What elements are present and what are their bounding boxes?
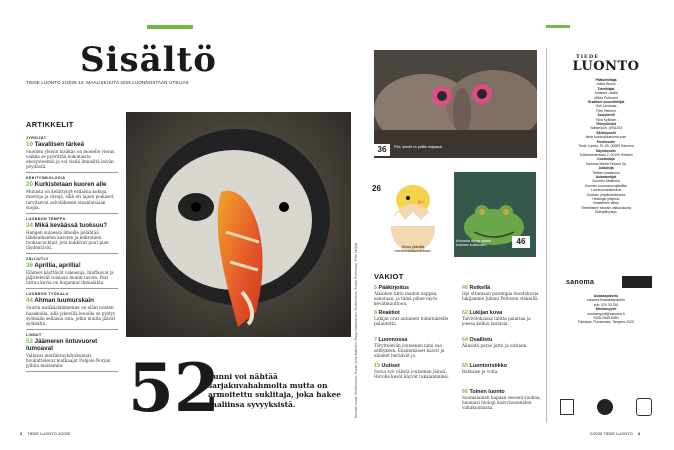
certification-icons (560, 399, 652, 415)
masthead-line: Toimittajat (597, 86, 615, 91)
sanoma-logo: sanoma (566, 279, 595, 286)
badge-46: 46 (512, 236, 530, 248)
footer-right-text: 2/2025 TIEDE LUONTO (590, 431, 633, 436)
masthead-line: Käyntiosoite (595, 148, 617, 153)
vakiot-item (462, 389, 542, 410)
masthead-line: mediamyynti@sanoma.fi (587, 311, 625, 316)
vakiot-page-number: 8 (374, 310, 377, 316)
vakiot-body: Sorsa syö välistä joutsenen jäinsä. Hirville kesät käyvät tukalammiksi. (374, 369, 450, 379)
masthead-line: Sanoma Media Finland Oy (585, 161, 627, 166)
ecolabel-icon (636, 398, 652, 416)
articles-list (26, 133, 118, 372)
vakiot-page-number: 62 (462, 310, 468, 316)
masthead-line: Helsingin yliopisto (592, 196, 620, 201)
vakiot-title: Luonnossa (378, 337, 408, 343)
article-page-number: 20 (26, 181, 33, 189)
article-divider (26, 329, 118, 330)
vakiot-item (374, 310, 454, 326)
article-divider (26, 172, 118, 173)
masthead-line: ISSN 2669-8080 (593, 316, 619, 321)
masthead-line: Suomen ympäristökeskus (586, 192, 626, 197)
article-title: Kurkistetaan kuoren alle (34, 181, 107, 189)
vakiot-title: Lukijan kuva (469, 310, 503, 316)
article-body: Suurin nisäkäslämmenne on eläin toisten haaskoilla, sillä jykevillä leuoilla se pystyy syömään sellaisia osia, jotka muilta jäävät syömättä. (26, 305, 116, 326)
article-item (26, 292, 118, 329)
feature-big-number: 52 (128, 349, 220, 427)
masthead-line: Eläinpäivystys (595, 210, 617, 215)
article-category: JYRSIJÄT (26, 136, 47, 140)
footer-right-num: 3 (637, 431, 641, 436)
vakiot-title: Pääkirjoitus (378, 285, 410, 291)
footer-right (590, 431, 640, 436)
article-page-number: 44 (26, 297, 33, 305)
masthead-line: Asiantuntijat (595, 174, 617, 179)
masthead-line: Tiede Luonto, PL 69, 00089 Sanoma (578, 144, 634, 149)
vakiot-item (374, 363, 454, 379)
vakiot-title: Uutiset (381, 363, 400, 369)
footer-left-num: 2 (20, 431, 23, 436)
masthead-divider (546, 48, 547, 423)
logo-top: TIEDE (576, 54, 600, 60)
sanoma-stamp (622, 276, 652, 288)
article-body: Munista on kehittynyt erilaisia kokoja, muotoja ja värejä, sillä eri lajien poikaset tarvitsevat selvitäkseen omanlaisiaan suojia. (26, 189, 114, 210)
recycle-icon (560, 399, 574, 415)
page-title: Sisältö (80, 40, 217, 80)
masthead-line: Kustantaja (597, 157, 615, 162)
logo-bottom: LUONTO (572, 59, 640, 74)
vakiot-page-number: 64 (462, 337, 468, 343)
footer-left (20, 431, 70, 436)
article-category: LUONNON TYÖKALU (26, 292, 69, 297)
badge-36: 36 (374, 144, 390, 156)
vakiot-header: VAKIOT (374, 272, 404, 281)
vakiot-body: Töryttelevän joutsenen nimi saa selityksen. Ensimmäiset kasvit ja eläimet heräävät jo. (374, 343, 445, 358)
vakiot-list (374, 285, 544, 425)
masthead-line: Postiosoite (596, 139, 616, 144)
vakiot-page-number: 5 (374, 285, 377, 291)
badge-26: 26 (372, 184, 381, 193)
vakiot-body: Opi ottamaan parempia luontokuvia lukijamme Juhani Peltosen vinkeillä. (462, 291, 539, 301)
article-item (26, 333, 118, 372)
masthead-logo (560, 52, 652, 72)
article-item (26, 176, 118, 213)
article-heading (26, 297, 118, 304)
masthead-line: Mediamyynti (595, 307, 617, 312)
masthead-line: Johanna Juntila (594, 91, 618, 96)
vakiot-body: Ratkaise ja voita. (462, 369, 499, 374)
puffin-caption: Lunni voi nähtää sarjakuvahahmolta mutta on armoitettu suklitaja, joka hakee saaliinsa syvyyksistä. (208, 372, 341, 409)
article-divider (26, 288, 118, 289)
masthead-line: Suomen Akatemia (592, 179, 620, 184)
articles-header: ARTIKKELIT (26, 120, 74, 129)
vakiot-item (462, 285, 542, 301)
article-category: LUONNON TEMPPU (26, 216, 66, 221)
vakiot-item (374, 285, 454, 306)
masthead-line: tiede.luonto@sanoma.com (585, 135, 627, 140)
masthead-line: Luonnonvarakeskus (590, 188, 622, 193)
masthead-line: Outi Linsimaa (595, 104, 617, 109)
masthead-line: Tiina Kylliinen (595, 117, 617, 122)
masthead-line: Painatus: Punamusta, Tampere 2025 (578, 320, 634, 325)
article-title: Ahman luumurskain (34, 297, 94, 305)
vakiot-page-number: 7 (374, 337, 377, 343)
masthead-line: Toölönlahdenkatu 2, 00100 Helsinki (579, 152, 633, 157)
article-title: Tavallisen tärkeä (34, 141, 85, 148)
masthead-line: puh. 020 33 330 (593, 302, 619, 307)
article-heading (26, 181, 118, 188)
article-title: Aprillia, aprillia! (34, 262, 81, 270)
masthead-line: Mikko Puttonen (594, 95, 618, 100)
vakiot-title: Reaktiot (378, 310, 400, 316)
article-heading (26, 222, 118, 229)
article-category: ZÄLIJUTLY (26, 257, 49, 262)
article-item (26, 136, 118, 173)
article-body: Eläimet käyttävät valeasuja, bluffaavat ja jäljittelevät toisiaan monin tavoin. Pari tuttua kuvia on huijannut ihmisiäkin. (26, 270, 114, 286)
masthead-bottom (560, 294, 652, 325)
vakiot-title: Luontoristikko (469, 363, 507, 369)
article-divider (26, 371, 118, 372)
masthead-line: Julkaisija (598, 166, 614, 171)
masthead-line: Jukka Ruuko (596, 82, 616, 87)
masthead-line: sanoma.fi/asiakaspalvelu (587, 298, 625, 303)
vakiot-body: Äänestä paras juttu ja uutinen. (462, 343, 528, 348)
masthead-line: Asiakaspalvelu (593, 294, 619, 298)
article-page-number: 34 (26, 221, 33, 229)
footer-left-text: TIEDE LUONTO 2/2025 (27, 431, 71, 436)
issue-line: TIEDE LUONTO 2/2025 12. MAALISKUUTA 2025 LUONNOSTAAN UTELIAS (26, 80, 189, 85)
article-body: Valtavat merilintuyhdyskunnat houkuttelevat matkaajat Pohjois-Norjan jylhiin maisemiin. (26, 352, 111, 368)
masthead-line: Päätoimittaja (595, 78, 617, 82)
masthead-line: Tieteellisten seurain valtuuskunta (580, 205, 631, 210)
masthead-line: Petri Rekhen (596, 108, 616, 113)
article-page-number: 36 (26, 262, 33, 270)
article-item (26, 217, 118, 254)
article-title: Mikä keväässä tuoksuu? (34, 221, 108, 229)
photo-credits: Kansien kuvat: Shutterstock, Kuvat: Juha Mäkinen, Maija Hakkarainen, Shutterstock, Juhani Pettersson, Petri Niittylä (354, 242, 358, 418)
masthead-line: Suomen luonnonsuojeluliitto (584, 183, 628, 188)
masthead-line: Graafiset suunnittelijat (587, 100, 625, 105)
vakiot-body: Lukijat ovat antaneet toimitukselle palautetta. (374, 316, 449, 326)
vakiot-title: Retkellä (469, 285, 491, 291)
article-body: Hangen sulaessa ilmoille pölähtää lähdeaineiden kasvien ja mikrobien tuoksucocktail, jota kukkivat puut pian täydentävät. (26, 229, 109, 251)
vakiot-item (462, 310, 542, 326)
vakiot-page-number: 66 (462, 389, 468, 395)
masthead-line: Yhteystiedot (595, 122, 617, 127)
vakiot-page-number: 65 (462, 363, 468, 369)
vakiot-page-number: 46 (462, 285, 468, 291)
masthead-line: Assistentti (597, 113, 615, 118)
article-item (26, 257, 118, 289)
moth-photo (374, 50, 537, 158)
vakiot-title: Osallistu (469, 337, 493, 343)
masthead (560, 52, 652, 215)
frog-caption: Kuivasta täytyy salata kuoman kostuuden. (456, 239, 491, 248)
masthead-line: Vaihde/puh. (09)1203 (589, 126, 623, 131)
article-divider (26, 253, 118, 254)
article-category: LINNUT (26, 332, 42, 337)
vakiot-body: Aikainen lintu madon nappaa, sanotaan, ja tämä pätee myös kevätmuuttoon. (374, 291, 438, 306)
article-page-number: 52 (26, 337, 33, 345)
vakiot-item (462, 337, 542, 348)
moth-caption: Pöö, silmät on pölliin majassa! (394, 145, 443, 149)
article-category: KEHITYSBIOLOGIA (26, 176, 66, 181)
puffin-photo (126, 112, 351, 337)
vakiot-body: Suomalainen kapaan sessoni-ruokaa, huomasi biologi kasvi-huoneiden valtakunnassa. (462, 395, 541, 410)
article-body: Suomen yleisin nisäkäs on monelle vieras, vaikka se pyörittää kokonaista ekosysteemiä ja voi viedä ihmisiltä leivän pöydästä. (26, 149, 116, 170)
article-heading (26, 262, 118, 269)
vakiot-page-number: 19 (374, 363, 380, 369)
article-heading (26, 338, 118, 352)
masthead-line: Tieteen kustannus (592, 170, 620, 175)
vakiot-body: Talvivitoksissa talitta palattaa ja joessa kelluu lautasia. (462, 316, 531, 326)
article-title: Jäämeren lintuvuoret lumoavat (26, 337, 98, 352)
vakiot-item (462, 363, 542, 374)
seal-icon (597, 399, 613, 415)
article-divider (26, 213, 118, 214)
article-page-number: 10 (26, 141, 33, 148)
top-accent-bar-right (546, 25, 570, 28)
vakiot-item (374, 337, 454, 358)
vakiot-title: Toinen luonto (469, 389, 505, 395)
masthead-line: Ilmatieteen laitos (593, 201, 619, 206)
masthead-line: Sähköpostit (596, 130, 616, 135)
top-accent-bar-left (147, 25, 193, 29)
chick-caption: Muna ylläntää monimuotoisuudellaan. (394, 245, 432, 254)
article-heading (26, 141, 118, 148)
